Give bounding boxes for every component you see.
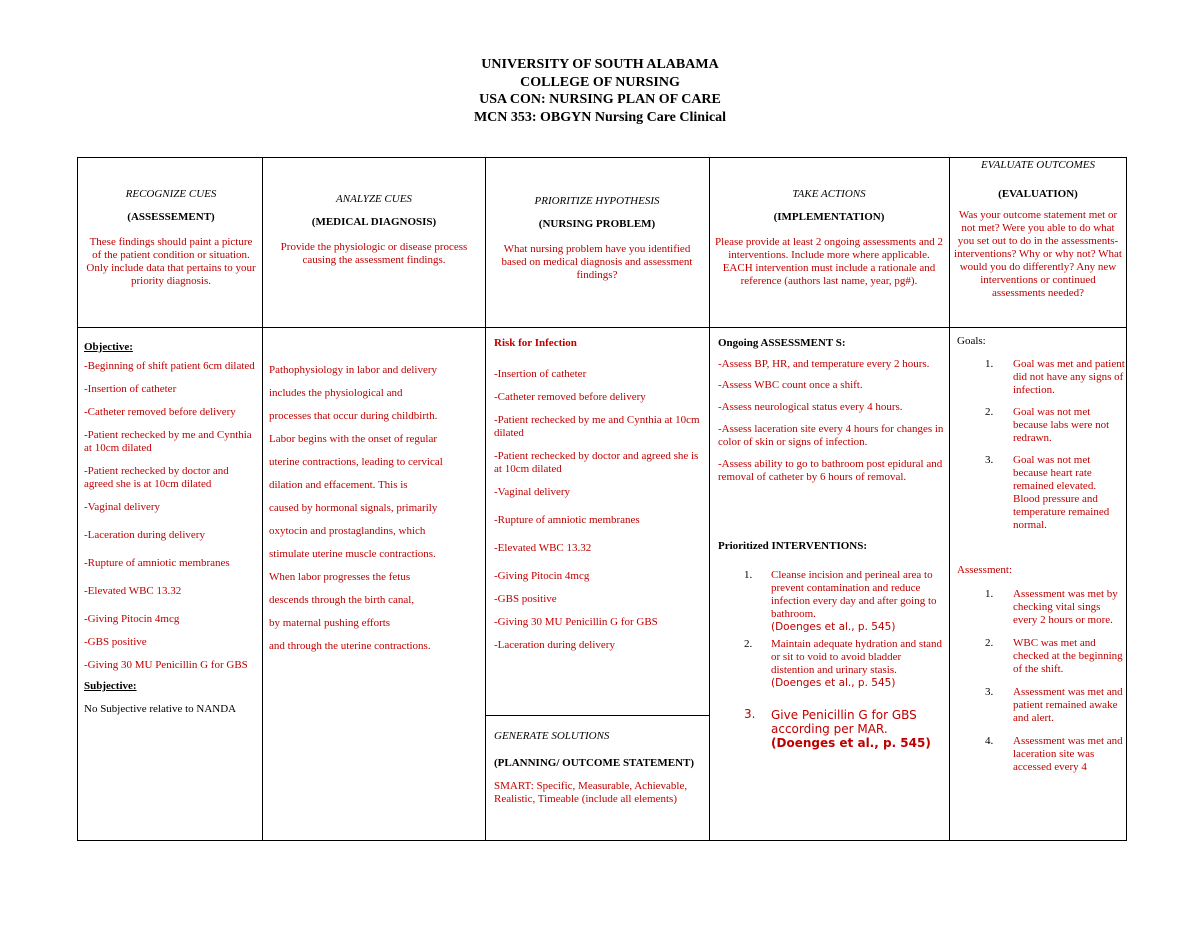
intervention-reference: (Doenges et al., p. 545) [771,736,931,750]
intervention-reference: (Doenges et al., p. 545) [771,677,896,689]
assessment-text: Assessment was met and patient remained awake and alert. [1013,686,1123,724]
subjective-text: No Subjective relative to NANDA [84,703,237,715]
diagnosis-line: uterine contractions, leading to cervical [269,456,443,468]
list-item: -Elevated WBC 13.32 [84,585,182,597]
list-number: 4. [985,735,994,747]
diagnosis-line: processes that occur during childbirth. [269,410,438,422]
interventions-label: Prioritized INTERVENTIONS: [718,540,868,552]
objective-list [84,360,256,672]
assessment-item [957,686,1125,725]
list-item: -Assess BP, HR, and temperature every 2 hours. [718,358,930,370]
diagnosis-line: caused by hormonal signals, primarily [269,502,438,514]
goal-item [957,358,1125,397]
diagnosis-line: includes the physiological and [269,387,403,399]
list-item: -Laceration during delivery [494,639,615,651]
list-number: 2. [985,637,994,649]
subjective-label: Subjective: [84,680,137,692]
diagnosis-line: dilation and effacement. This is [269,479,408,491]
header-evaluate-outcomes [954,159,1122,300]
divider [78,327,1126,328]
divider [949,158,950,840]
column-title: RECOGNIZE CUES [125,188,217,200]
list-item: -Vaginal delivery [84,501,161,513]
column-subtitle: (IMPLEMENTATION) [773,211,885,223]
column-title: PRIORITIZE HYPOTHESIS [534,195,660,207]
diagnosis-line: and through the uterine contractions. [269,640,431,652]
list-item: -GBS positive [84,636,147,648]
list-item: -Vaginal delivery [494,486,571,498]
objective-label: Objective: [84,341,133,353]
assessment-text: Assessment was met and laceration site was accessed every 4 [1013,735,1123,773]
intervention-reference: (Doenges et al., p. 545) [771,621,896,633]
column-subtitle: (ASSESSEMENT) [127,211,215,223]
column-subtitle: (NURSING PROBLEM) [538,218,656,230]
solutions-title: GENERATE SOLUTIONS [494,730,610,742]
goal-text: Goal was not met because labs were not redrawn. [1013,406,1110,444]
ongoing-assessments-label: Ongoing ASSESSMENT S: [718,337,846,349]
list-item: -Patient rechecked by me and Cynthia at 10cm dilated [494,414,700,439]
list-number: 1. [985,588,994,600]
header-analyze-cues [268,193,480,267]
list-item: -Laceration during delivery [84,529,205,541]
intervention-text: Maintain adequate hydration and stand or sit to void to avoid bladder distention and urinary stasis. [771,638,943,676]
plan-title: USA CON: NURSING PLAN OF CARE [479,92,721,107]
divider [485,715,709,716]
column-title: EVALUATE OUTCOMES [981,159,1095,171]
diagnosis-line: by maternal pushing efforts [269,617,391,629]
list-item: -Giving Pitocin 4mcg [84,613,180,625]
list-item: -Catheter removed before delivery [494,391,646,403]
solutions-description: SMART: Specific, Measurable, Achievable, Realistic, Timeable (include all elements) [494,780,688,805]
list-item: -Assess ability to go to bathroom post epidural and removal of catheter by 6 hours of removal. [718,458,943,483]
list-item: -Giving 30 MU Penicillin G for GBS [84,659,248,671]
column-subtitle: (MEDICAL DIAGNOSIS) [311,216,437,228]
diagnosis-cell [269,359,481,658]
assessment-label: Assessment: [957,564,1012,576]
list-item: -Elevated WBC 13.32 [494,542,592,554]
column-title: TAKE ACTIONS [792,188,866,200]
solutions-subtitle: (PLANNING/ OUTCOME STATEMENT) [494,757,695,769]
list-number: 3. [985,454,994,466]
column-description: What nursing problem have you identified based on medical diagnosis and assessment findings? [501,243,693,281]
assessment-list [957,588,1125,774]
header-take-actions [714,188,944,288]
goal-item [957,454,1125,532]
column-description: These findings should paint a picture of the patient condition or situation. Only include data that pertains to your priority diagnosis. [86,236,256,287]
evaluation-cell [957,335,1125,774]
university-name: UNIVERSITY OF SOUTH ALABAMA [481,57,719,72]
implementation-cell [718,337,944,750]
diagnosis-line: Pathophysiology in labor and delivery [269,364,438,376]
intervention-item [718,638,944,690]
assessment-item [957,637,1125,676]
list-item: -Assess WBC count once a shift. [718,379,863,391]
assessment-text: Assessment was met by checking vital sings every 2 hours or more. [1013,588,1118,626]
list-number: 3. [985,686,994,698]
diagnosis-line: When labor progresses the fetus [269,571,411,583]
list-item: -Assess laceration site every 4 hours for changes in color of skin or signs of infection. [718,423,944,448]
list-item: -Patient rechecked by doctor and agreed she is at 10cm dilated [494,450,699,475]
list-item: -Assess neurological status every 4 hours. [718,401,903,413]
column-subtitle: (EVALUATION) [998,188,1078,200]
care-plan-table [77,157,1127,841]
header-prioritize-hypothesis [490,195,704,282]
divider [485,158,486,840]
diagnosis-line: oxytocin and prostaglandins, which [269,525,426,537]
list-item: -Giving Pitocin 4mcg [494,570,590,582]
divider [709,158,710,840]
goals-list [957,358,1125,532]
college-name: COLLEGE OF NURSING [520,74,680,90]
list-item: -Patient rechecked by me and Cynthia at 10cm dilated [84,429,252,454]
diagnosis-line: Labor begins with the onset of regular [269,433,438,445]
list-item: -Rupture of amniotic membranes [84,557,230,569]
intervention-item [718,708,944,750]
column-description: Was your outcome statement met or not met? Were you able to do what you set out to do in the assessments-interventions? Why or why not? What would you do differently? Any new interventions or continued assessments needed? [954,209,1122,299]
header-recognize-cues [84,188,258,288]
solutions-cell [494,730,704,806]
column-description: Provide the physiologic or disease process causing the assessment findings. [280,241,468,266]
goal-text: Goal was met and patient did not have any signs of infection. [1013,358,1125,396]
assessment-item [957,735,1125,774]
goal-text: Goal was not met because heart rate remained elevated. Blood pressure and temperature remained normal. [1013,454,1110,531]
assessment-text: WBC was met and checked at the beginning of the shift. [1013,637,1123,675]
problem-cell [494,337,704,652]
list-item: -Insertion of catheter [494,368,587,380]
list-item: -GBS positive [494,593,557,605]
goals-label: Goals: [957,335,986,347]
divider [262,158,263,840]
list-item: -Insertion of catheter [84,383,177,395]
list-number: 2. [985,406,994,418]
list-item: -Giving 30 MU Penicillin G for GBS [494,616,658,628]
intervention-item [718,569,944,634]
column-description: Please provide at least 2 ongoing assessments and 2 interventions. Include more where applicable. EACH intervention must include a rationale and reference (authors last name, year, pg#). [715,236,943,287]
column-title: ANALYZE CUES [336,193,412,205]
intervention-text: Cleanse incision and perineal area to prevent contamination and reduce infection every day and after going to bathroom. [771,569,937,620]
list-number: 2. [744,638,753,650]
intervention-text: Give Penicillin G for GBS according per MAR. [771,708,917,736]
list-item: -Catheter removed before delivery [84,406,236,418]
course-title: MCN 353: OBGYN Nursing Care Clinical [473,109,727,125]
diagnosis-line: descends through the birth canal, [269,594,415,606]
list-item: -Patient rechecked by doctor and agreed she is at 10cm dilated [84,465,229,490]
problem-title: Risk for Infection [494,337,577,349]
diagnosis-line: stimulate uterine muscle contractions. [269,548,436,560]
list-number: 3. [744,707,756,721]
assessment-item [957,588,1125,627]
document-header [0,56,1200,126]
list-item: -Beginning of shift patient 6cm dilated [84,360,255,372]
list-item: -Rupture of amniotic membranes [494,514,640,526]
list-number: 1. [985,358,994,370]
assessment-cell [84,341,256,716]
list-number: 1. [744,569,753,581]
goal-item [957,406,1125,445]
interventions-list [718,569,944,750]
